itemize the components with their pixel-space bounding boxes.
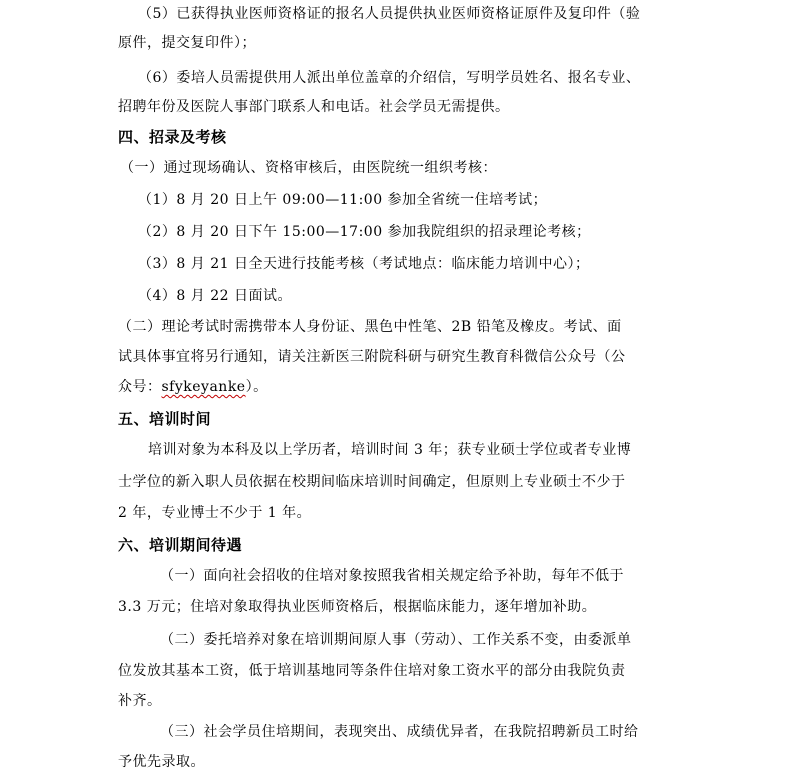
item-5-line-1: （5）已获得执业医师资格证的报名人员提供执业医师资格证原件及复印件（验 <box>138 6 641 22</box>
training-time-line-3: 2 年，专业博士不少于 1 年。 <box>118 505 312 521</box>
item-6-line-1: （6）委培人员需提供用人派出单位盖章的介绍信，写明学员姓名、报名专业、 <box>138 70 641 86</box>
training-time-line-2: 士学位的新入职人员依据在校期间临床培训时间确定，但原则上专业硕士不少于 <box>118 474 626 490</box>
section-heading-6: 六、培训期间待遇 <box>118 536 243 554</box>
exam-item-4: （4）8 月 22 日面试。 <box>138 288 292 304</box>
account-suffix: ）。 <box>245 379 268 395</box>
benefit-3-line-2: 予优先录取。 <box>118 754 205 770</box>
exam-item-2: （2）8 月 20 日下午 15:00—17:00 参加我院组织的招录理论考核； <box>138 224 591 240</box>
exam-notice-line-2: 试具体事宜将另行通知，请关注新医三附院科研与研究生教育科微信公众号（公 <box>118 349 626 365</box>
section-heading-5: 五、培训时间 <box>118 410 212 428</box>
benefit-3-line-1: （三）社会学员住培期间，表现突出、成绩优异者，在我院招聘新员工时给 <box>160 724 639 740</box>
wechat-account: sfykeyanke <box>161 379 246 395</box>
item-5-line-2: 原件，提交复印件）； <box>118 35 256 51</box>
exam-intro: （一）通过现场确认、资格审核后，由医院统一组织考核： <box>120 160 497 176</box>
benefit-1-line-2: 3.3 万元；住培对象取得执业医师资格后，根据临床能力，逐年增加补助。 <box>118 599 597 615</box>
item-6-line-2: 招聘年份及医院人事部门联系人和电话。社会学员无需提供。 <box>118 99 510 115</box>
exam-item-1: （1）8 月 20 日上午 09:00—11:00 参加全省统一住培考试； <box>138 192 548 208</box>
training-time-line-1: 培训对象为本科及以上学历者，培训时间 3 年；获专业硕士学位或者专业博 <box>148 442 632 458</box>
account-prefix: 众号： <box>118 379 162 395</box>
benefit-2-line-1: （二）委托培养对象在培训期间原人事（劳动）、工作关系不变，由委派单 <box>160 632 632 648</box>
benefit-2-line-3: 补齐。 <box>118 693 162 709</box>
benefit-2-line-2: 位发放其基本工资，低于培训基地同等条件住培对象工资水平的部分由我院负责 <box>118 663 626 679</box>
section-heading-4: 四、招录及考核 <box>118 128 227 146</box>
exam-notice-line-1: （二）理论考试时需携带本人身份证、黑色中性笔、2B 铅笔及橡皮。考试、面 <box>118 319 622 335</box>
exam-item-3: （3）8 月 21 日全天进行技能考核（考试地点：临床能力培训中心）； <box>138 256 590 272</box>
exam-notice-line-3 <box>118 377 268 397</box>
benefit-1-line-1: （一）面向社会招收的住培对象按照我省相关规定给予补助，每年不低于 <box>160 568 624 584</box>
